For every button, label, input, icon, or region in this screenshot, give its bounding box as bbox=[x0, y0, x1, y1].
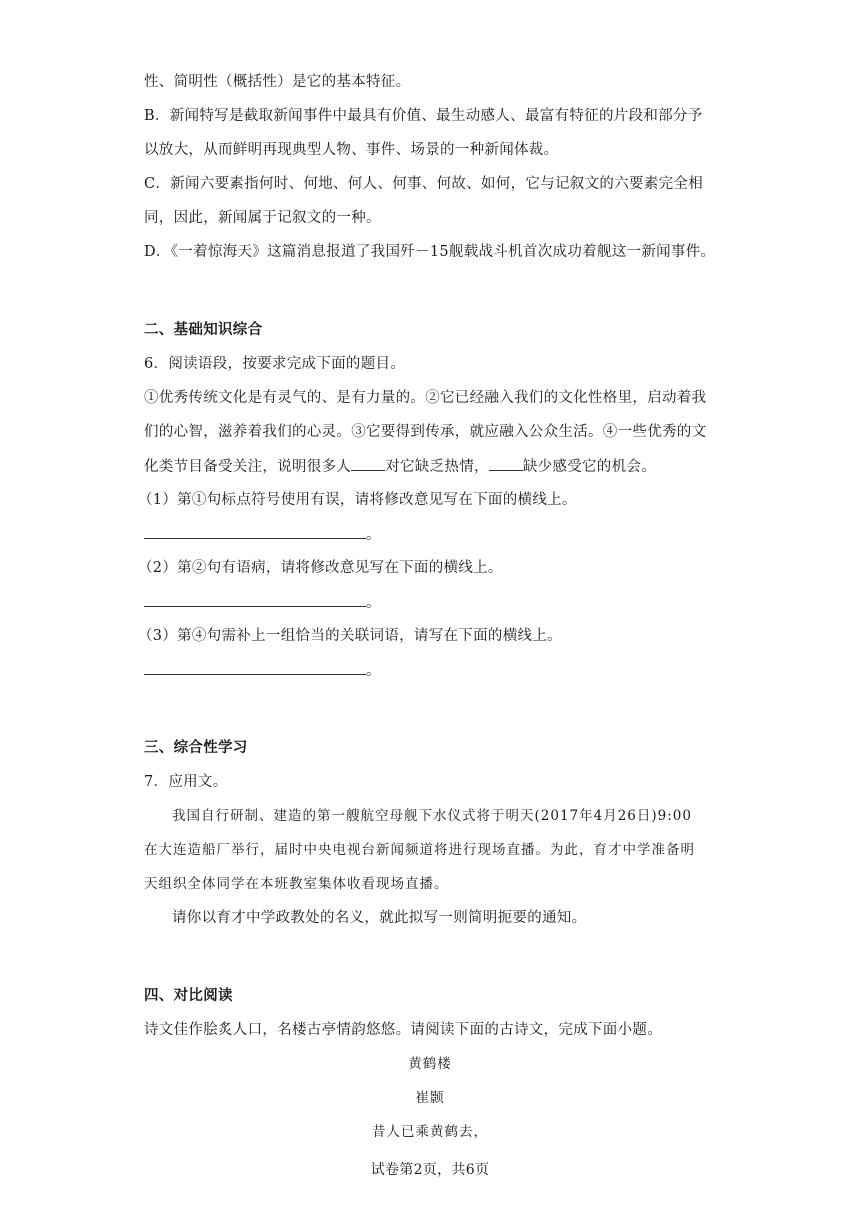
q6-sub3: （3）第④句需补上一组恰当的关联词语，请写在下面的横线上。 bbox=[138, 628, 562, 644]
answer-line-3[interactable] bbox=[144, 660, 366, 675]
fill-blank-1[interactable] bbox=[351, 456, 385, 471]
q5-option-c-line1: C．新闻六要素指何时、何地、何人、何事、何故、如何，它与记叙文的六要素完全相 bbox=[144, 176, 703, 192]
q6-sub3-answer[interactable] bbox=[144, 660, 724, 681]
answer-period: 。 bbox=[366, 527, 381, 543]
q6-sub1-answer[interactable] bbox=[144, 524, 724, 545]
q5-option-b-line1: B．新闻特写是截取新闻事件中最具有价值、最生动感人、最富有特征的片段和部分予 bbox=[144, 108, 703, 124]
q6-para3-part3: 缺少感受它的机会。 bbox=[522, 459, 657, 475]
q6-sub2-answer[interactable] bbox=[144, 592, 724, 613]
q7-material-line2: 在大连造船厂举行，届时中央电视台新闻频道将进行现场直播。为此，育才中学准备明 bbox=[144, 842, 695, 858]
q7-material-line3: 天组织全体同学在本班教室集体收看现场直播。 bbox=[144, 876, 449, 892]
answer-period: 。 bbox=[366, 595, 381, 611]
section4-title: 四、对比阅读 bbox=[144, 988, 233, 1004]
fill-blank-2[interactable] bbox=[489, 456, 523, 471]
q7-material-line1: 我国自行研制、建造的第一艘航空母舰下水仪式将于明天(2017年4月26日)9:00 bbox=[172, 808, 692, 824]
q6-para3-part1: 化类节目备受关注，说明很多人 bbox=[144, 459, 352, 475]
q6-sub2: （2）第②句有语病，请将修改意见写在下面的横线上。 bbox=[138, 560, 503, 576]
q6-paragraph-line2: 们的心智，滋养着我们的心灵。③它要得到传承，就应融入公众生活。④一些优秀的文 bbox=[144, 424, 707, 440]
poem-title: 黄鹤楼 bbox=[408, 1056, 452, 1072]
answer-line-1[interactable] bbox=[144, 524, 366, 539]
page-footer: 试卷第2页，共6页 bbox=[370, 1162, 490, 1178]
q6-paragraph-line1: ①优秀传统文化是有灵气的、是有力量的。②它已经融入我们的文化性格里，启动着我 bbox=[144, 390, 707, 406]
q6-para3-part2: 对它缺乏热情， bbox=[385, 459, 489, 475]
q7-stem: 7．应用文。 bbox=[144, 774, 228, 790]
poem-line-1: 昔人已乘黄鹤去， bbox=[372, 1124, 488, 1140]
q5-option-b-line2: 以放大，从而鲜明再现典型人物、事件、场景的一种新闻体裁。 bbox=[144, 142, 559, 158]
answer-period: 。 bbox=[366, 663, 381, 679]
section2-title: 二、基础知识综合 bbox=[144, 322, 263, 338]
poem-author: 崔颢 bbox=[415, 1090, 445, 1106]
answer-line-2[interactable] bbox=[144, 592, 366, 607]
q6-stem: 6．阅读语段，按要求完成下面的题目。 bbox=[144, 356, 406, 372]
q6-paragraph-line3 bbox=[144, 456, 724, 477]
q5-option-a-end: 性、简明性（概括性）是它的基本特征。 bbox=[144, 74, 411, 90]
q5-option-d: D．《一着惊海天》这篇消息报道了我国歼－15舰载战斗机首次成功着舰这一新闻事件。 bbox=[144, 244, 716, 260]
q6-sub1: （1）第①句标点符号使用有误，请将修改意见写在下面的横线上。 bbox=[138, 492, 577, 508]
q7-task: 请你以育才中学政教处的名义，就此拟写一则简明扼要的通知。 bbox=[172, 910, 587, 926]
section4-intro: 诗文佳作脍炙人口，名楼古亭情韵悠悠。请阅读下面的古诗文，完成下面小题。 bbox=[144, 1022, 662, 1038]
q5-option-c-line2: 同，因此，新闻属于记叙文的一种。 bbox=[144, 210, 381, 226]
section3-title: 三、综合性学习 bbox=[144, 740, 248, 756]
